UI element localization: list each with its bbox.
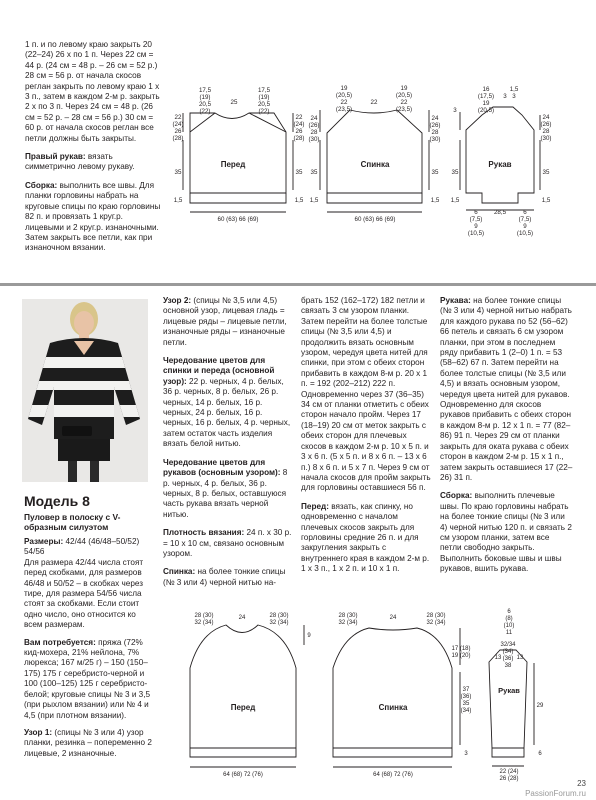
density-text: 24 п. х 30 р. = 10 х 10 см, связано основным узором. — [163, 528, 292, 558]
sleeve-b-width-label: 38 — [504, 663, 512, 669]
back-b-right-label: 3 — [464, 751, 468, 757]
sizes-text: Для размера 42/44 числа стоят перед скобками, для размеров 46/48 и 50/52 – в скобках через тире, для размера 54/56 числа стоят за скобками. Если стоит одно число, оно относится ко всем размерам. — [24, 557, 144, 630]
assembly-text: выполнить плечевые швы. По краю горловины набрать на более тонкие спицы (№ 3 или 4) черной нитью 120 п. и связать 2 см узором планки, затем все петли свободно закрыть. Выполнить боковые швы и швы рукавов, вшить рукава. — [440, 491, 572, 574]
back-b-top-label: 28 (30) — [426, 613, 446, 619]
sleeve-right-label: 28 — [542, 128, 550, 135]
front-top-label: 20,5 — [257, 101, 271, 108]
sleeve-side-label: 35 — [542, 169, 550, 176]
back-b-neck-label: 24 — [389, 615, 397, 621]
front-b-top-label: 32 (34) — [269, 620, 289, 626]
colors-body-heading: Чередование цветов для спинки и переда (основной узор): — [163, 356, 275, 386]
pattern1-text: (спицы № 3 или 4) узор планки, резинка – попеременно 2 лицевые, 2 изнаночные. — [24, 727, 152, 758]
back-bottom-label: 60 (63) 66 (69) — [354, 216, 396, 223]
sleeve-scheme-bottom — [489, 650, 534, 766]
front-b-top-label: 28 (30) — [194, 613, 214, 619]
text-paragraph: 1 п. и по левому краю закрыть 20 (22–24) 26 х по 1 п. Через 22 см = 44 р. (24 см = 48 р. – 26 см = 52 р.) 28 см = 56 р. от начала скосов реглан закрыть по левому краю 1 х 3 п., затем в каждом 2-м р. закрыть 2 х по 3 п. Через 24 см = 48 р. (26 см = 52 р. – 28 см = 56 р.) 30 см = 60 р. от начала скосов реглан все петли должны быть закрыты. — [25, 40, 160, 143]
front-right-label: 22 — [295, 114, 303, 121]
back-right-label: 28 — [431, 129, 439, 136]
front-bottom-label: 60 (63) 66 (69) — [217, 216, 259, 223]
sleeve-top-label: 19 — [482, 100, 490, 107]
sleeve-b-width-label: (34) — [502, 649, 514, 655]
model-subtitle: Пуловер в полоску с V-образным силуэтом — [24, 512, 121, 532]
page-number: 23 — [577, 779, 586, 788]
sleeve-bottom-label: 9 — [523, 223, 527, 230]
back-rib-label: 1,5 — [309, 197, 319, 204]
back-heading: Спинка: — [163, 567, 196, 577]
back-top-label: 22 — [400, 99, 408, 106]
front-b-side-label: 9 — [307, 633, 311, 639]
sleeve-b-rib-label: 6 — [538, 751, 542, 757]
front-b-neck-label: 24 — [238, 615, 246, 621]
colors-sleeve-heading: Чередование цветов для рукавов (основным узором): — [163, 457, 281, 478]
assembly-text: выполнить все швы. Для планки горловины набрать на круговые спицы по краю горловины 82 п. и провязать 1 круг.р. лицевыми и 2 круг.р. изнаночными. Затем закрыть все петли, как при изнаночном вязании. — [25, 180, 161, 253]
sleeve-title: Рукав — [488, 160, 512, 169]
sleeves-text: на более тонкие спицы (№ 3 или 4) черной нитью набрать для каждого рукава по 52 (56–62) 66 петель и связать 6 см узором планки, при этом в последнем ряду прибавить 1 (2–0) 1 п. = 53 (58–62) 67 п. Затем перейти на более толстые спицы (№ 3,5 или 4,5) и вязать основным узором, чередуя цвета нитей для рукавов. Одновременно для скосов рукавов прибавить с обеих сторон в каждом 8-м р. 12 х 1 п. = 77 (82–86) 91 п. Через 29 см от планки закрыть для оката рукава с обеих сторон в каждом 2-м р. 15 х 1 п., затем закрыть оставшиеся 17 (22–26) 31 п. — [440, 296, 573, 482]
sleeves-heading: Рукава: — [440, 296, 471, 305]
sleeve-b-title: Рукав — [498, 686, 520, 695]
sleeve-b-top-label: 11 — [505, 630, 513, 636]
front-b-top-label: 28 (30) — [269, 613, 289, 619]
front-top-label: 20,5 — [198, 101, 212, 108]
sleeve-b-left-label: 13 — [494, 655, 502, 661]
back-left-label: (30) — [308, 136, 320, 143]
sleeve-b-side-label: 29 — [536, 703, 544, 709]
front-scheme-bottom — [190, 625, 304, 767]
right-sleeve-heading: Правый рукав: — [25, 152, 86, 162]
front-left-label: 26 — [174, 128, 182, 135]
sleeve-bottom-label: 6 — [523, 209, 527, 216]
front-rib-label: 1,5 — [294, 197, 304, 204]
back-b-right-label: 17 (18) — [451, 646, 471, 652]
front-top-label: 17,5 — [198, 87, 212, 94]
back-b-right-label: 37 — [462, 687, 470, 693]
density-heading: Плотность вязания: — [163, 528, 245, 538]
front-side-label: 35 — [174, 169, 182, 176]
back-b-bottom-label: 64 (68) 72 (76) — [373, 772, 413, 778]
sleeve-b-bottom-label: 26 (28) — [499, 776, 519, 782]
back-top-label: 19 — [340, 85, 348, 92]
right-sleeve-text: вязать симметрично левому рукаву. — [25, 152, 135, 172]
front-title: Перед — [220, 160, 246, 169]
back-top-label: (23,5) — [395, 106, 413, 113]
back-b-top-label: 28 (30) — [338, 613, 358, 619]
sleeve-top-label: (17,5) — [477, 93, 495, 100]
front-right-label: 26 — [295, 128, 303, 135]
back-neck-label: 22 — [370, 99, 378, 106]
sleeve-bottom-label: (10,5) — [516, 230, 534, 237]
back-title: Спинка — [360, 160, 390, 169]
sleeve-left-label: 3 — [453, 107, 457, 114]
back-left-label: 24 — [310, 115, 318, 122]
sleeve-bottom-label: 28,5 — [493, 209, 507, 216]
sleeve-side-label: 35 — [451, 169, 459, 176]
materials-heading: Вам потребуется: — [24, 637, 96, 647]
front-top-label: (22) — [199, 108, 211, 115]
back-text: на более тонкие спицы (№ 3 или 4) черной нитью на- — [163, 567, 286, 587]
back-top-label: (23,5) — [335, 106, 353, 113]
front-right-label: (24) — [293, 121, 305, 128]
front-b-bottom-label: 64 (68) 72 (76) — [223, 772, 263, 778]
sleeve-right-label: (26) — [540, 121, 552, 128]
back-b-top-label: 32 (34) — [338, 620, 358, 626]
back-b-top-label: 32 (34) — [426, 620, 446, 626]
pattern1-heading: Узор 1: — [24, 727, 53, 737]
sleeve-b-top-label: 6 — [507, 609, 511, 615]
sizes-values: 42/44 (46/48–50/52) 54/56 — [24, 537, 140, 557]
sleeve-b-width-label: 32/34 — [500, 642, 516, 648]
sleeve-bottom-label: (10,5) — [467, 230, 485, 237]
sleeve-b-width-label: (36) — [502, 656, 514, 662]
front-heading: Перед: — [301, 501, 329, 511]
back-b-title: Спинка — [378, 703, 408, 712]
sleeve-right-label: 24 — [542, 114, 550, 121]
back-right-label: 24 — [431, 115, 439, 122]
pattern2-heading: Узор 2: — [163, 296, 192, 305]
back-side-label: 35 — [310, 169, 318, 176]
assembly-heading: Сборка: — [440, 491, 473, 501]
back-left-label: (26) — [308, 122, 320, 129]
back-top-label: (20,5) — [395, 92, 413, 99]
back-right-label: (26) — [429, 122, 441, 129]
front-b-top-label: 32 (34) — [194, 620, 214, 626]
front-right-label: (28) — [293, 135, 305, 142]
front-rib-label: 1,5 — [173, 197, 183, 204]
colors-body-text: 22 р. черных, 4 р. белых, 36 р. черных, 8 р. белых, 26 р. черных, 14 р. белых, 16 р. черных, 24 р. белых, 16 р. черных, 16 р. белых, 4 р. черных, затем остаток часть изделия вязать белой нитью. — [163, 376, 291, 449]
back-left-label: 28 — [310, 129, 318, 136]
front-text: вязать, как спинку, но одновременно с началом плечевых скосов закрыть для горловины средние 26 п. и для закругления закрыть с внутреннего края в каждом 2-м р. 1 х 3 п., 1 х 2 п. и 10 х 1 п. — [301, 501, 430, 574]
front-left-label: 22 — [174, 114, 182, 121]
front-neck-label: 25 — [230, 99, 238, 106]
sleeve-b-right-label: 13 — [516, 655, 524, 661]
sleeve-top-label: 3 — [503, 93, 507, 100]
sleeve-rib-label: 1,5 — [450, 197, 460, 204]
front-left-label: (28) — [172, 135, 184, 142]
sizes-heading: Размеры: — [24, 537, 64, 546]
sleeve-b-bottom-label: 22 (24) — [499, 769, 519, 775]
back-side-label: 35 — [431, 169, 439, 176]
front-b-title: Перед — [230, 703, 256, 712]
front-side-label: 35 — [295, 169, 303, 176]
assembly-heading: Сборка: — [25, 180, 58, 190]
back-b-right-label: 35 — [462, 701, 470, 707]
back-right-label: (30) — [429, 136, 441, 143]
front-top-label: (22) — [258, 108, 270, 115]
front-top-label: (19) — [258, 94, 270, 101]
sleeve-b-top-label: (8) — [505, 616, 513, 622]
back-b-right-label: 19 (20) — [451, 653, 471, 659]
front-top-label: (19) — [199, 94, 211, 101]
sleeve-top-label: 16 — [482, 86, 490, 93]
pattern2-text: (спицы № 3,5 или 4,5) основной узор, лицевая гладь = лицевые ряды – лицевые петли, изнаночные ряды – изнаночные петли. — [163, 296, 287, 347]
sleeve-top-label: (20,5) — [477, 107, 495, 114]
sleeve-rib-label: 1,5 — [541, 197, 551, 204]
colors-sleeve-text: 8 р. черных, 4 р. белых, 36 р. черных, 8 р. белых, оставшуюся часть рукава вязать черной нитью. — [163, 468, 288, 519]
sleeve-right-label: (30) — [540, 135, 552, 142]
materials-text: пряжа (72% кид-мохера, 21% нейлона, 7% люрекса; 167 м/25 г) – 150 (150–175) 175 г серебристо-черной и 100 (100–125) 125 г серебристо-белой; круговые спицы № 3 и 3,5 (при рыхлом вязании) или № 4 и 4,5 (при плотном вязании). — [24, 637, 151, 720]
sleeve-bottom-label: (7,5) — [518, 216, 532, 223]
back-top-label: 22 — [340, 99, 348, 106]
model-title: Модель 8 — [24, 493, 90, 509]
sleeve-bottom-label: 9 — [474, 223, 478, 230]
sleeve-bottom-label: (7,5) — [469, 216, 483, 223]
sleeve-b-top-label: (10) — [503, 623, 515, 629]
sleeve-bottom-label: 6 — [474, 209, 478, 216]
sleeve-top-label: 3 — [512, 93, 516, 100]
back-rib-label: 1,5 — [430, 197, 440, 204]
back-top-label: (20,5) — [335, 92, 353, 99]
front-top-label: 17,5 — [257, 87, 271, 94]
back-b-right-label: (36) — [460, 694, 472, 700]
watermark: PassionForum.ru — [525, 789, 586, 798]
back-top-label: 19 — [400, 85, 408, 92]
back-continued: брать 152 (162–172) 182 петли и связать 3 см узором планки. Затем перейти на более толстые спицы (№ 3,5 или 4,5) и продолжить вязать основным узором, чередуя цвета нитей для спинки, при этом с обеих сторон прибавить в каждом 8-м р. 20 х 1 п. = 192 (202–212) 222 п. Одновременно через 37 (36–35) 34 см от планки отметить с обеих сторон начало пройм. Через 17 (18–19) 20 см от меток закрыть с обеих сторон для плечевых скосов в каждом 2-м р. 10 х 5 п. и 3 х 6 п. (5 х 5 п. и 8 х 6 п. – 13 х 6 п.) 8 х 6 п. и 5 х 7 п. Через 9 см от начала скосов для пройм закрыть для горловины оставшиеся 56 п. — [301, 296, 431, 493]
sleeve-top-label: 1,5 — [509, 86, 519, 93]
back-scheme-bottom — [333, 628, 460, 767]
back-b-right-label: (34) — [460, 708, 472, 714]
front-left-label: (24) — [172, 121, 184, 128]
